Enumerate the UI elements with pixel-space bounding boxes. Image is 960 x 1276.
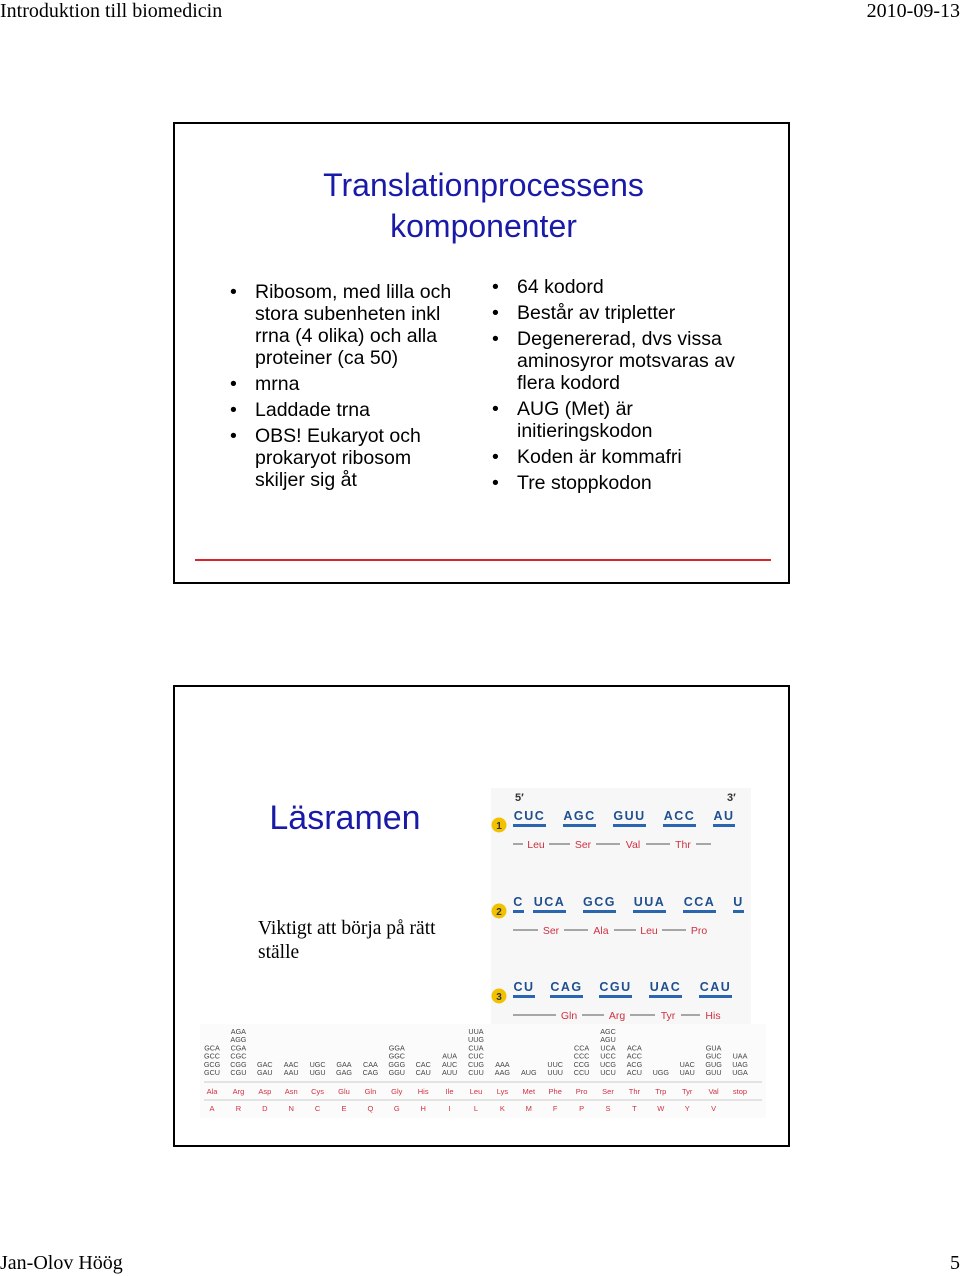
amino-acid-letter: I xyxy=(448,1104,451,1113)
codon-bar xyxy=(533,910,566,913)
codon-bar xyxy=(699,995,732,998)
codon-cell: AAG xyxy=(494,1068,510,1077)
codon-bar xyxy=(563,824,596,827)
amino-acid-label: Leu xyxy=(527,839,545,851)
codon-bar xyxy=(733,910,744,913)
codon-cell: GGG xyxy=(388,1059,406,1069)
amino-acid-label: Ser xyxy=(574,839,592,851)
amino-acid-name: Phe xyxy=(548,1087,562,1096)
codon-cell: CUU xyxy=(468,1068,484,1077)
codon-cell: UUA xyxy=(468,1027,484,1036)
codon-cell: AAC xyxy=(283,1059,299,1069)
codon-label: CUC xyxy=(513,809,546,823)
codon-cell: UAU xyxy=(679,1068,695,1077)
codon-cell: ACG xyxy=(626,1059,643,1069)
amino-acid-letter: C xyxy=(314,1104,321,1113)
amino-acid-name: Glu xyxy=(338,1087,350,1096)
five-prime-label: 5′ xyxy=(515,792,524,804)
codon-cell: UUG xyxy=(468,1035,484,1045)
codon-label: AGC xyxy=(563,809,596,823)
right-bullet-list xyxy=(489,276,749,498)
codon-cell: UGG xyxy=(652,1068,669,1077)
codon-cell: GGA xyxy=(388,1043,405,1053)
codon-cell: GGU xyxy=(388,1068,405,1077)
amino-acid-letter: Q xyxy=(367,1104,374,1113)
amino-acid-letter: H xyxy=(420,1104,426,1113)
codon-cell: AAU xyxy=(283,1068,299,1077)
amino-acid-name: Trp xyxy=(655,1087,667,1096)
codon-cell: CUG xyxy=(468,1059,484,1069)
codon-cell: AGC xyxy=(600,1027,616,1036)
amino-acid-name: Val xyxy=(708,1087,719,1096)
codon-bar xyxy=(599,995,632,998)
codon-cell: GUU xyxy=(705,1068,722,1077)
codon-bar xyxy=(713,824,735,827)
codon-cell: ACA xyxy=(627,1043,642,1053)
header-title: Introduktion till biomedicin xyxy=(0,0,223,22)
codon-cell: GAA xyxy=(336,1059,352,1069)
codon-cell: UGA xyxy=(732,1068,748,1077)
codon-label: CGU xyxy=(599,980,632,994)
slide-reading-frame xyxy=(173,685,790,1147)
reading-frames-figure xyxy=(491,788,751,1028)
slide-translation-components xyxy=(173,122,790,584)
codon-cell: CGG xyxy=(230,1059,247,1069)
amino-acid-name: Leu xyxy=(469,1087,483,1096)
amino-acid-label: His xyxy=(705,1010,721,1022)
amino-acid-letter: W xyxy=(657,1104,665,1113)
header-date: 2010-09-13 xyxy=(866,0,960,22)
codon-cell: CCC xyxy=(573,1051,590,1061)
codon-cell: UCA xyxy=(600,1043,616,1053)
codon-label: CAU xyxy=(699,980,732,994)
bullet-item: • Koden är kommafri xyxy=(489,446,749,468)
codon-label: UUA xyxy=(633,895,666,909)
codon-cell: GCG xyxy=(203,1059,221,1069)
amino-acid-label: Tyr xyxy=(660,1010,676,1022)
amino-acid-name: Gln xyxy=(364,1087,377,1096)
amino-acid-letter: F xyxy=(552,1104,558,1113)
codon-cell: UUC xyxy=(547,1059,563,1069)
codon-label: GUU xyxy=(613,809,646,823)
amino-acid-name: Ala xyxy=(206,1087,218,1096)
amino-acid-letter: N xyxy=(288,1104,294,1113)
amino-acid-letter: L xyxy=(473,1104,479,1113)
amino-acid-letter: T xyxy=(632,1104,637,1113)
codon-cell: AAA xyxy=(495,1059,510,1069)
codon-label: UCA xyxy=(533,895,566,909)
amino-acid-label: Thr xyxy=(675,839,691,851)
amino-acid-label: Arg xyxy=(608,1010,626,1022)
amino-acid-letter: P xyxy=(579,1104,585,1113)
codon-cell: UAG xyxy=(732,1059,748,1069)
amino-acid-label: Ala xyxy=(593,925,609,937)
amino-acid-letter: R xyxy=(235,1104,242,1113)
amino-acid-name: stop xyxy=(732,1087,748,1096)
frame-number: 2 xyxy=(496,907,502,918)
codon-label: CAG xyxy=(550,980,583,994)
codon-cell: UUU xyxy=(547,1068,563,1077)
bullet-item: • Består av tripletter xyxy=(489,302,749,324)
frame-number: 1 xyxy=(496,821,502,832)
amino-acid-letter: V xyxy=(711,1104,717,1113)
footer-page-number: 5 xyxy=(950,1252,960,1274)
frame-number: 3 xyxy=(496,992,502,1003)
codon-cell: AGG xyxy=(230,1035,247,1045)
amino-acid-label: Ser xyxy=(542,925,560,937)
codon-cell: CAU xyxy=(415,1068,431,1077)
codon-bar xyxy=(513,910,524,913)
codon-cell: GGC xyxy=(388,1051,405,1061)
amino-acid-name: Pro xyxy=(575,1087,588,1096)
codon-bar xyxy=(513,995,535,998)
codon-cell: CCG xyxy=(573,1059,590,1069)
bullet-item: • 64 kodord xyxy=(489,276,749,298)
codon-bar xyxy=(513,824,546,827)
codon-bar xyxy=(583,910,616,913)
codon-cell: AUG xyxy=(521,1068,537,1077)
codon-cell: CAA xyxy=(363,1059,378,1069)
codon-cell: UCC xyxy=(600,1051,616,1061)
slide-divider-rule xyxy=(195,559,771,561)
codon-label: U xyxy=(733,895,744,909)
amino-acid-letter: Y xyxy=(684,1104,690,1113)
codon-cell: CGA xyxy=(230,1043,247,1053)
codon-cell: GCC xyxy=(204,1051,220,1061)
slide-title-line1: Translationprocessens xyxy=(323,167,644,203)
amino-acid-name: Arg xyxy=(232,1087,245,1096)
codon-cell: GAC xyxy=(257,1059,273,1069)
codon-table-figure xyxy=(200,1024,766,1118)
amino-acid-name: His xyxy=(417,1087,429,1096)
codon-cell: CCA xyxy=(574,1043,590,1053)
codon-bar xyxy=(663,824,696,827)
codon-cell: GUG xyxy=(705,1059,722,1069)
amino-acid-letter: A xyxy=(209,1104,215,1113)
codon-cell: CAC xyxy=(415,1059,431,1069)
amino-acid-label: Pro xyxy=(690,925,708,937)
codon-cell: AUA xyxy=(442,1051,457,1061)
bullet-item: • mrna xyxy=(227,373,463,395)
slide-title: Läsramen xyxy=(269,799,421,837)
codon-cell: UCG xyxy=(600,1059,616,1069)
codon-cell: GAU xyxy=(257,1068,273,1077)
amino-acid-letter: K xyxy=(499,1104,505,1113)
slide-title xyxy=(175,165,792,247)
codon-cell: CCU xyxy=(573,1068,590,1077)
codon-cell: UAA xyxy=(732,1051,748,1061)
amino-acid-letter: G xyxy=(393,1104,400,1113)
bullet-item: • OBS! Eukaryot och prokaryot ribosom skiljer sig åt xyxy=(227,425,463,491)
codon-cell: GCA xyxy=(204,1043,220,1053)
codon-bar xyxy=(613,824,646,827)
bullet-item: • Laddade trna xyxy=(227,399,463,421)
bullet-item: • Degenererad, dvs vissa aminosyror motsvaras av flera kodord xyxy=(489,328,749,394)
codon-cell: GCU xyxy=(204,1068,220,1077)
codon-cell: AUC xyxy=(442,1059,458,1069)
amino-acid-name: Gly xyxy=(391,1087,403,1096)
codon-cell: UCU xyxy=(600,1068,616,1077)
codon-cell: GAG xyxy=(336,1068,352,1077)
codon-cell: CAG xyxy=(362,1068,379,1077)
amino-acid-name: Lys xyxy=(496,1087,509,1096)
codon-cell: UGC xyxy=(309,1059,326,1069)
codon-label: UAC xyxy=(649,980,682,994)
amino-acid-name: Ile xyxy=(445,1087,454,1096)
three-prime-label: 3′ xyxy=(727,792,736,804)
amino-acid-name: Thr xyxy=(628,1087,641,1096)
codon-bar xyxy=(633,910,666,913)
codon-cell: AUU xyxy=(442,1068,458,1077)
amino-acid-letter: D xyxy=(262,1104,268,1113)
amino-acid-name: Cys xyxy=(311,1087,325,1096)
codon-cell: GUA xyxy=(705,1043,722,1053)
codon-label: C xyxy=(513,895,524,909)
left-bullet-list xyxy=(227,281,463,495)
codon-cell: UAC xyxy=(679,1059,695,1069)
slide-title-line2: komponenter xyxy=(390,208,577,244)
amino-acid-label: Val xyxy=(625,839,641,851)
amino-acid-name: Ser xyxy=(602,1087,614,1096)
amino-acid-name: Met xyxy=(522,1087,536,1096)
codon-cell: AGA xyxy=(230,1027,246,1036)
amino-acid-letter: E xyxy=(341,1104,347,1113)
amino-acid-label: Leu xyxy=(640,925,658,937)
codon-bar xyxy=(550,995,583,998)
bullet-item: • Ribosom, med lilla och stora subenheten inkl rrna (4 olika) och alla proteiner (ca 50) xyxy=(227,281,463,369)
amino-acid-name: Tyr xyxy=(681,1087,693,1096)
codon-label: CU xyxy=(513,980,535,994)
codon-cell: AGU xyxy=(600,1035,616,1045)
amino-acid-name: Asn xyxy=(284,1087,298,1096)
codon-cell: GUC xyxy=(705,1051,722,1061)
footer-author: Jan-Olov Höög xyxy=(0,1252,123,1274)
codon-cell: UGU xyxy=(309,1068,326,1077)
codon-cell: ACU xyxy=(626,1068,642,1077)
codon-cell: CUA xyxy=(468,1043,484,1053)
codon-bar xyxy=(683,910,716,913)
slide-note: Viktigt att börja på rätt ställe xyxy=(258,918,436,963)
amino-acid-letter: M xyxy=(525,1104,532,1113)
bullet-item: • AUG (Met) är initieringskodon xyxy=(489,398,749,442)
codon-cell: ACC xyxy=(626,1051,642,1061)
amino-acid-label: Gln xyxy=(560,1010,578,1022)
codon-cell: CGU xyxy=(230,1068,247,1077)
codon-label: AU xyxy=(713,809,735,823)
codon-cell: CGC xyxy=(230,1051,247,1061)
codon-label: CCA xyxy=(683,895,716,909)
codon-bar xyxy=(649,995,682,998)
amino-acid-letter: S xyxy=(605,1104,611,1113)
codon-cell: CUC xyxy=(468,1051,484,1061)
bullet-item: • Tre stoppkodon xyxy=(489,472,749,494)
codon-label: ACC xyxy=(663,809,696,823)
amino-acid-name: Asp xyxy=(258,1087,272,1096)
codon-label: GCG xyxy=(583,895,616,909)
